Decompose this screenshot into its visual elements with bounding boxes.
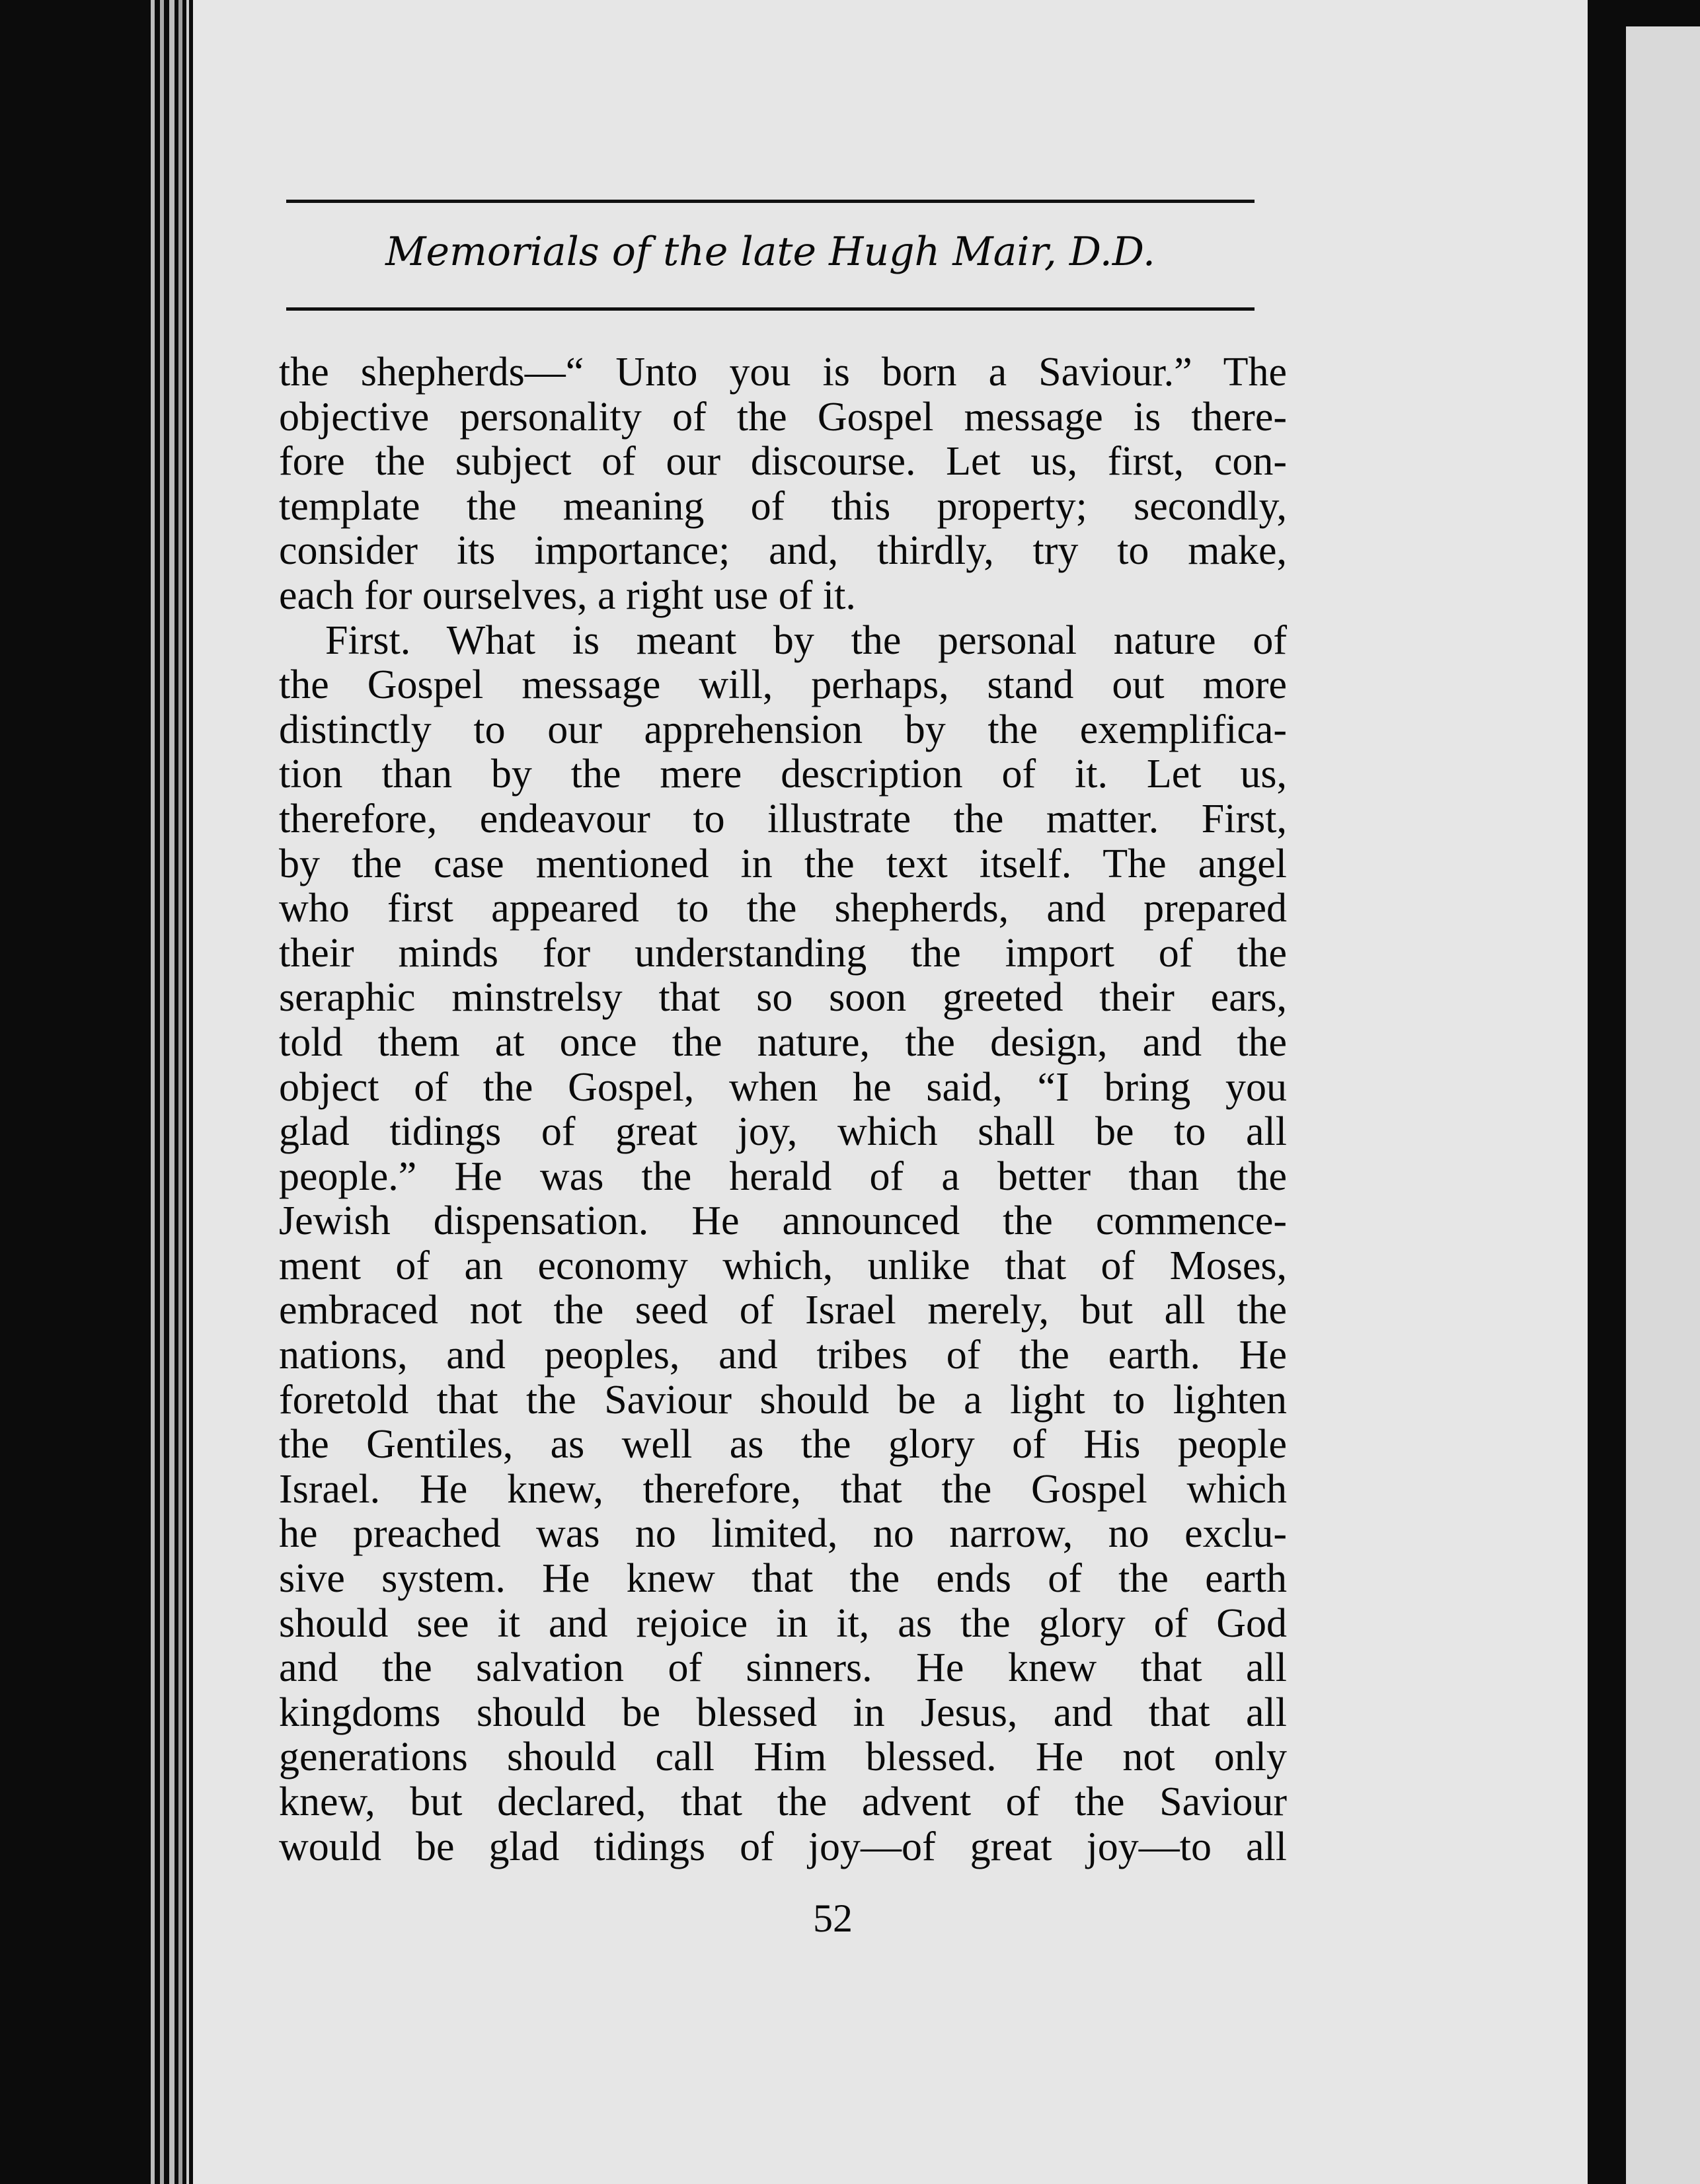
text-line: object of the Gospel, when he said, “I bring you [279,1064,1287,1110]
opposite-page-edge [1626,26,1700,2184]
page-edge [160,0,164,2184]
page-edge [186,0,189,2184]
text-line: each for ourselves, a right use of it. [279,572,856,618]
text-line: knew, but declared, that the advent of the Saviour [279,1779,1287,1824]
text-line: fore the subject of our discourse. Let us, first, con- [279,439,1287,485]
header-rule-bottom [286,307,1255,311]
text-line: glad tidings of great joy, which shall be to all [279,1109,1287,1155]
text-line: template the meaning of this property; secondly, [279,483,1287,529]
text-line: nations, and peoples, and tribes of the earth. He [279,1333,1287,1378]
text-line: Jewish dispensation. He announced the commence- [279,1198,1287,1244]
text-line: seraphic minstrelsy that so soon greeted their ears, [279,975,1287,1021]
running-head: Memorials of the late Hugh Mair, D.D. [385,229,1155,275]
header-rule-top [286,200,1255,203]
text-line: by the case mentioned in the text itself. The angel [279,841,1287,886]
text-line: the Gospel message will, perhaps, stand out more [279,662,1287,708]
page-edge [169,0,174,2184]
text-line: embraced not the seed of Israel merely, but all the [279,1288,1287,1333]
text-line: he preached was no limited, no narrow, no exclu- [279,1511,1287,1557]
page-number: 52 [813,1896,853,1940]
page-edge [178,0,182,2184]
text-line: sive system. He knew that the ends of the earth [279,1556,1287,1602]
text-line: kingdoms should be blessed in Jesus, and that all [279,1690,1287,1735]
text-line: tion than by the mere description of it. Let us, [279,752,1287,797]
page-edge [151,0,155,2184]
text-line: told them at once the nature, the design, and the [279,1019,1287,1065]
text-line: Israel. He knew, therefore, that the Gospel which [279,1466,1287,1512]
body-text [279,350,1287,1869]
text-line: and the salvation of sinners. He knew that all [279,1645,1287,1691]
text-line: consider its importance; and, thirdly, try to make, [279,528,1287,574]
text-line: should see it and rejoice in it, as the glory of God [279,1600,1287,1646]
text-line: distinctly to our apprehension by the exemplifica- [279,707,1287,752]
text-line: would be glad tidings of joy—of great joy—to all [279,1824,1287,1869]
text-line: people.” He was the herald of a better than the [279,1153,1287,1199]
text-line: who first appeared to the shepherds, and prepared [279,886,1287,931]
text-line: therefore, endeavour to illustrate the matter. First, [279,796,1287,841]
text-line: First. What is meant by the personal nature of [325,617,1287,663]
text-line: the Gentiles, as well as the glory of His people [279,1422,1287,1467]
text-line: ment of an economy which, unlike that of Moses, [279,1243,1287,1288]
text-line: objective personality of the Gospel message is there- [279,394,1287,440]
text-line: their minds for understanding the import of the [279,930,1287,976]
text-line: generations should call Him blessed. He not only [279,1735,1287,1780]
text-line: foretold that the Saviour should be a light to lighten [279,1377,1287,1423]
text-line: the shepherds—“ Unto you is born a Saviour.” The [279,350,1287,395]
